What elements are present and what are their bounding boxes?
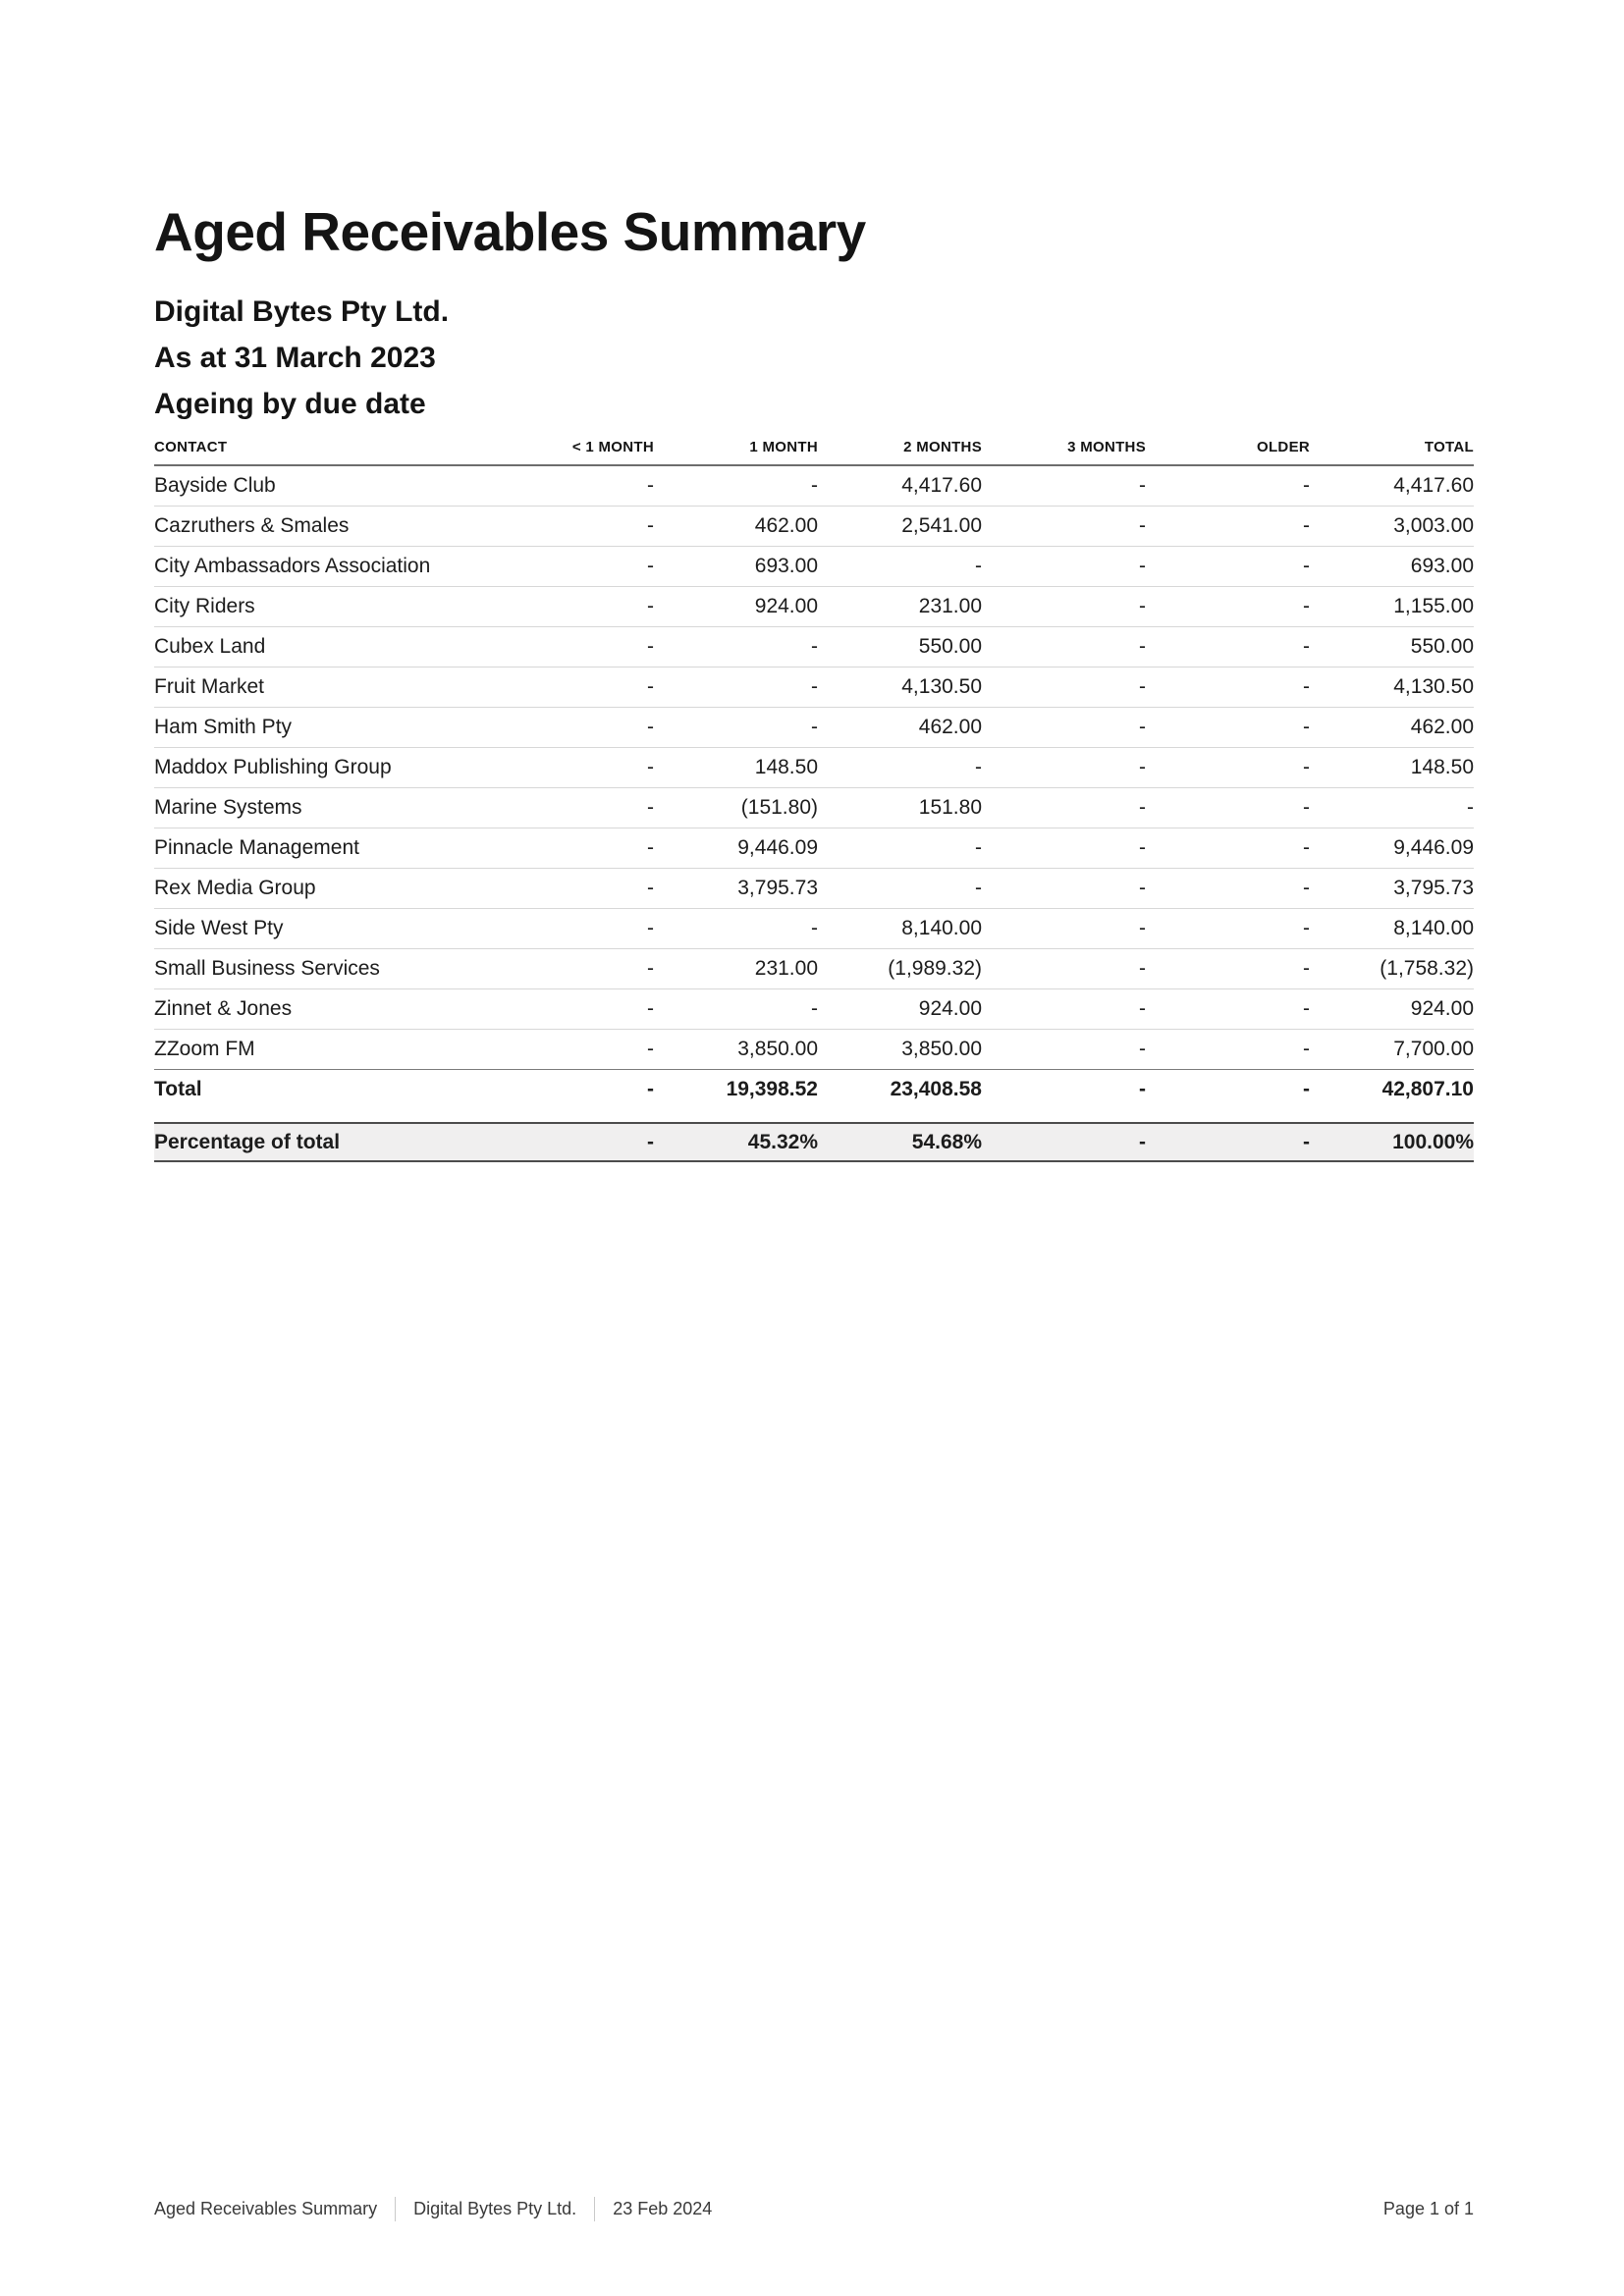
total-label: Total <box>154 1078 202 1100</box>
amount-cell: - <box>490 909 654 949</box>
amount-cell: 924.00 <box>1310 989 1474 1030</box>
amount-cell: - <box>490 708 654 748</box>
amount-cell: 148.50 <box>1310 748 1474 788</box>
table-body <box>154 465 1474 1070</box>
total-older: - <box>1303 1078 1310 1100</box>
amount-cell: - <box>1146 1030 1310 1070</box>
amount-cell: 462.00 <box>1310 708 1474 748</box>
column-header-total: TOTAL <box>1310 428 1474 465</box>
percentage-label: Percentage of total <box>154 1131 341 1153</box>
amount-cell: (1,758.32) <box>1310 949 1474 989</box>
amount-cell: - <box>1146 828 1310 869</box>
amount-cell: - <box>1146 748 1310 788</box>
amount-cell: - <box>818 547 982 587</box>
column-header-1month: 1 MONTH <box>654 428 818 465</box>
amount-cell: - <box>1146 708 1310 748</box>
footer-divider <box>594 2197 595 2221</box>
percentage-1month: 45.32% <box>747 1131 818 1153</box>
amount-cell: - <box>654 989 818 1030</box>
amount-cell: 151.80 <box>818 788 982 828</box>
contact-cell: Ham Smith Pty <box>154 708 490 748</box>
total-lt1month: - <box>647 1078 654 1100</box>
amount-cell: 4,130.50 <box>818 667 982 708</box>
table-row <box>154 869 1474 909</box>
amount-cell: - <box>982 1030 1146 1070</box>
contact-cell: Pinnacle Management <box>154 828 490 869</box>
amount-cell: - <box>982 667 1146 708</box>
column-header-older: OLDER <box>1146 428 1310 465</box>
table-row <box>154 708 1474 748</box>
table-row <box>154 465 1474 507</box>
contact-cell: Marine Systems <box>154 788 490 828</box>
total-total: 42,807.10 <box>1381 1078 1474 1100</box>
amount-cell: - <box>982 989 1146 1030</box>
amount-cell: - <box>982 869 1146 909</box>
amount-cell: (1,989.32) <box>818 949 982 989</box>
contact-cell: Side West Pty <box>154 909 490 949</box>
amount-cell: 231.00 <box>818 587 982 627</box>
column-header-3months: 3 MONTHS <box>982 428 1146 465</box>
table-row <box>154 909 1474 949</box>
total-row <box>154 1070 1474 1110</box>
amount-cell: - <box>1146 667 1310 708</box>
percentage-row <box>154 1123 1474 1161</box>
percentage-lt1month: - <box>647 1131 654 1153</box>
page-title: Aged Receivables Summary <box>154 201 866 262</box>
amount-cell: 550.00 <box>818 627 982 667</box>
amount-cell: - <box>490 627 654 667</box>
total-2months: 23,408.58 <box>890 1078 982 1100</box>
amount-cell: - <box>982 708 1146 748</box>
table-header-row <box>154 428 1474 465</box>
amount-cell: - <box>490 667 654 708</box>
amount-cell: 231.00 <box>654 949 818 989</box>
amount-cell: (151.80) <box>654 788 818 828</box>
amount-cell: - <box>1146 547 1310 587</box>
receivables-table <box>154 428 1474 1109</box>
contact-cell: Small Business Services <box>154 949 490 989</box>
amount-cell: - <box>982 828 1146 869</box>
amount-cell: 4,417.60 <box>818 465 982 507</box>
amount-cell: 3,850.00 <box>818 1030 982 1070</box>
footer-page-number: Page 1 of 1 <box>1382 2199 1474 2218</box>
table-row <box>154 989 1474 1030</box>
amount-cell: 4,417.60 <box>1310 465 1474 507</box>
amount-cell: - <box>818 748 982 788</box>
table-total-section <box>154 1070 1474 1110</box>
amount-cell: - <box>982 748 1146 788</box>
amount-cell: 3,795.73 <box>654 869 818 909</box>
table-row <box>154 748 1474 788</box>
amount-cell: - <box>490 788 654 828</box>
contact-cell: Rex Media Group <box>154 869 490 909</box>
amount-cell: - <box>490 828 654 869</box>
percentage-older: - <box>1303 1131 1310 1153</box>
amount-cell: - <box>1146 788 1310 828</box>
contact-cell: ZZoom FM <box>154 1030 490 1070</box>
amount-cell: - <box>490 949 654 989</box>
ageing-basis: Ageing by due date <box>154 388 426 420</box>
amount-cell: 2,541.00 <box>818 507 982 547</box>
table-row <box>154 1030 1474 1070</box>
total-3months: - <box>1139 1078 1146 1100</box>
amount-cell: - <box>1146 869 1310 909</box>
table-row <box>154 507 1474 547</box>
amount-cell: - <box>490 748 654 788</box>
contact-cell: Zinnet & Jones <box>154 989 490 1030</box>
total-1month: 19,398.52 <box>726 1078 818 1100</box>
amount-cell: 3,850.00 <box>654 1030 818 1070</box>
amount-cell: 4,130.50 <box>1310 667 1474 708</box>
contact-cell: City Riders <box>154 587 490 627</box>
column-header-2months: 2 MONTHS <box>818 428 982 465</box>
amount-cell: 462.00 <box>654 507 818 547</box>
amount-cell: - <box>982 507 1146 547</box>
table-row <box>154 949 1474 989</box>
amount-cell: - <box>982 909 1146 949</box>
amount-cell: - <box>818 869 982 909</box>
percentage-of-total-band <box>154 1122 1474 1162</box>
amount-cell: - <box>1310 788 1474 828</box>
as-at-date: As at 31 March 2023 <box>154 342 436 374</box>
percentage-3months: - <box>1139 1131 1146 1153</box>
amount-cell: - <box>1146 627 1310 667</box>
amount-cell: 3,795.73 <box>1310 869 1474 909</box>
footer-divider <box>395 2197 396 2221</box>
column-header-contact: CONTACT <box>154 428 490 465</box>
amount-cell: 3,003.00 <box>1310 507 1474 547</box>
amount-cell: - <box>982 627 1146 667</box>
table-row <box>154 547 1474 587</box>
amount-cell: - <box>490 547 654 587</box>
amount-cell: - <box>654 708 818 748</box>
amount-cell: - <box>1146 989 1310 1030</box>
footer-left <box>154 2197 712 2221</box>
amount-cell: 9,446.09 <box>1310 828 1474 869</box>
amount-cell: - <box>982 547 1146 587</box>
contact-cell: Maddox Publishing Group <box>154 748 490 788</box>
amount-cell: - <box>490 465 654 507</box>
amount-cell: - <box>1146 909 1310 949</box>
amount-cell: - <box>654 667 818 708</box>
amount-cell: - <box>654 909 818 949</box>
amount-cell: 924.00 <box>654 587 818 627</box>
table-row <box>154 828 1474 869</box>
amount-cell: - <box>1146 507 1310 547</box>
table-row <box>154 788 1474 828</box>
percentage-total: 100.00% <box>1392 1131 1474 1153</box>
amount-cell: - <box>490 587 654 627</box>
amount-cell: - <box>490 869 654 909</box>
amount-cell: - <box>982 465 1146 507</box>
contact-cell: Cubex Land <box>154 627 490 667</box>
contact-cell: Cazruthers & Smales <box>154 507 490 547</box>
table-row <box>154 667 1474 708</box>
page-footer <box>154 2197 1474 2221</box>
amount-cell: - <box>982 949 1146 989</box>
amount-cell: - <box>654 465 818 507</box>
amount-cell: - <box>982 788 1146 828</box>
amount-cell: 148.50 <box>654 748 818 788</box>
amount-cell: - <box>1146 587 1310 627</box>
amount-cell: - <box>1146 949 1310 989</box>
amount-cell: 924.00 <box>818 989 982 1030</box>
amount-cell: 550.00 <box>1310 627 1474 667</box>
amount-cell: 7,700.00 <box>1310 1030 1474 1070</box>
table-row <box>154 627 1474 667</box>
amount-cell: - <box>490 1030 654 1070</box>
column-header-lt1month: < 1 MONTH <box>490 428 654 465</box>
amount-cell: - <box>1146 465 1310 507</box>
amount-cell: 693.00 <box>654 547 818 587</box>
contact-cell: City Ambassadors Association <box>154 547 490 587</box>
report-subtitles <box>154 289 1474 427</box>
company-name: Digital Bytes Pty Ltd. <box>154 295 450 328</box>
amount-cell: 8,140.00 <box>1310 909 1474 949</box>
amount-cell: 462.00 <box>818 708 982 748</box>
amount-cell: 693.00 <box>1310 547 1474 587</box>
footer-report-name: Aged Receivables Summary <box>154 2199 378 2218</box>
amount-cell: 9,446.09 <box>654 828 818 869</box>
table-row <box>154 587 1474 627</box>
contact-cell: Bayside Club <box>154 465 490 507</box>
contact-cell: Fruit Market <box>154 667 490 708</box>
amount-cell: - <box>490 989 654 1030</box>
footer-date: 23 Feb 2024 <box>613 2199 713 2218</box>
amount-cell: 8,140.00 <box>818 909 982 949</box>
percentage-2months: 54.68% <box>911 1131 982 1153</box>
amount-cell: - <box>654 627 818 667</box>
amount-cell: - <box>818 828 982 869</box>
footer-company: Digital Bytes Pty Ltd. <box>413 2199 577 2218</box>
table-header <box>154 428 1474 465</box>
report-content <box>154 0 1474 1162</box>
amount-cell: 1,155.00 <box>1310 587 1474 627</box>
amount-cell: - <box>490 507 654 547</box>
amount-cell: - <box>982 587 1146 627</box>
